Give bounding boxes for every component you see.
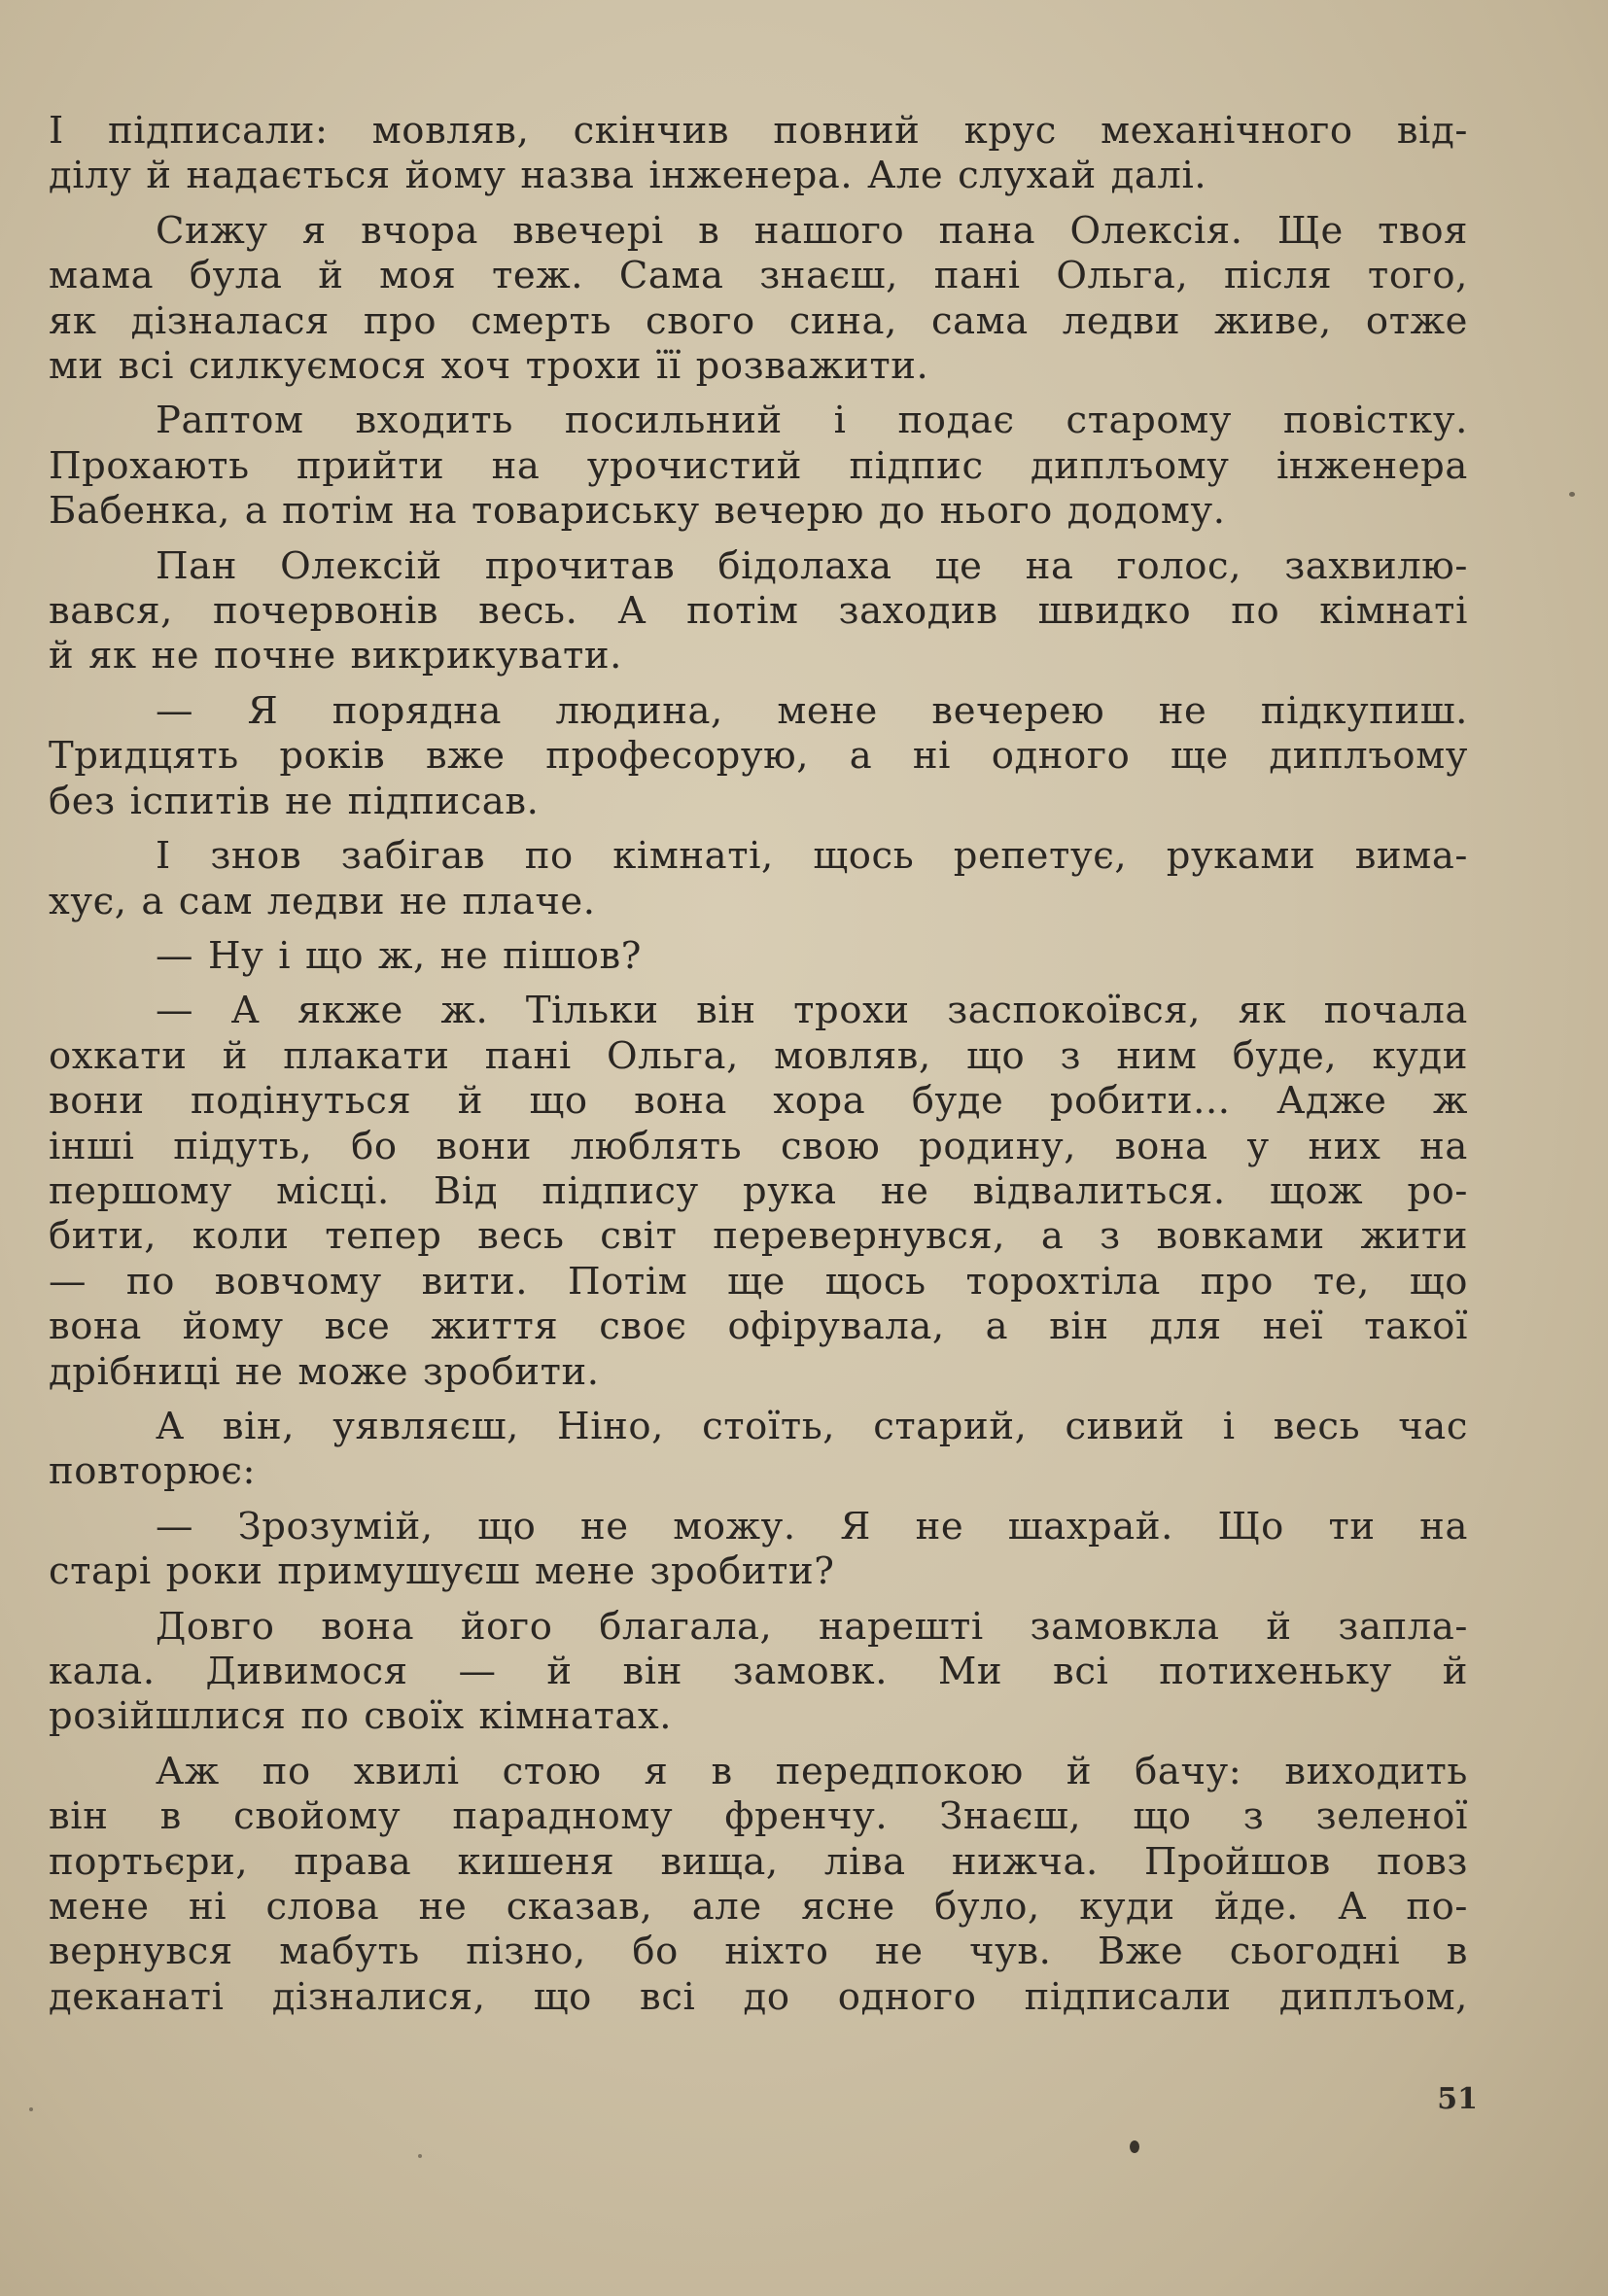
text-line: — по вовчому вити. Потім ще щось торохтіла про те, що — [49, 1259, 1468, 1304]
paragraph — [49, 934, 1468, 979]
text-line: — Ну і що ж, не пішов? — [156, 933, 643, 978]
text-line: Сижу я вчора ввечері в нашого пана Олексія. Ще твоя — [156, 208, 1468, 253]
text-line: вона йому все життя своє офірувала, а він для неї такої — [49, 1305, 1468, 1349]
text-line: інші підуть, бо вони люблять свою родину, вона у них на — [49, 1124, 1468, 1168]
text-line: — Я порядна людина, мене вечерею не підкупиш. — [156, 688, 1468, 733]
text-line: Аж по хвилі стою я в передпокою й бачу: виходить — [156, 1749, 1468, 1793]
text-line: розійшлися по своїх кімнатах. — [49, 1694, 673, 1739]
paragraph — [49, 1750, 1468, 2020]
ink-speck — [418, 2154, 422, 2158]
text-line: старі роки примушуєш мене зробити? — [49, 1549, 835, 1594]
text-line: й як не почне викрикувати. — [49, 634, 622, 678]
text-line: без іспитів не підписав. — [49, 779, 540, 823]
paragraph — [49, 834, 1468, 924]
text-line: Довго вона його благала, нарешті замовкла й запла- — [156, 1604, 1468, 1649]
ink-speck — [29, 2107, 33, 2111]
ink-speck — [1130, 2140, 1139, 2153]
text-line: деканаті дізналися, що всі до одного підписали диплъом, — [49, 1974, 1468, 2019]
paragraph — [49, 1605, 1468, 1740]
paragraph — [49, 989, 1468, 1395]
text-line: Раптом входить посильний і подає старому повістку. — [156, 399, 1468, 443]
text-line: повторює: — [49, 1449, 257, 1494]
text-line: І знов забігав по кімнаті, щось репетує, руками вима- — [156, 834, 1468, 879]
text-line: мене ні слова не сказав, але ясне було, куди йде. А по- — [49, 1885, 1468, 1930]
text-line: — Зрозумій, що не можу. Я не шахрай. Що ти на — [156, 1504, 1468, 1548]
text-line: — А якже ж. Тільки він трохи заспокоївся, як почала — [156, 989, 1468, 1033]
text-line: вернувся мабуть пізно, бо ніхто не чув. Вже сьогодні в — [49, 1930, 1468, 1974]
paragraph — [49, 209, 1468, 390]
text-line: бити, коли тепер весь світ перевернувся, а з вовками жити — [49, 1214, 1468, 1259]
text-line: ми всі силкуємося хоч трохи її розважити. — [49, 344, 929, 389]
text-line: ділу й надається йому назва інженера. Але слухай далі. — [49, 154, 1207, 198]
text-line: хує, а сам ледви не плаче. — [49, 879, 596, 923]
text-line: мама була й моя теж. Сама знаєш, пані Ольга, після того, — [49, 254, 1468, 298]
text-line: дрібниці не може зробити. — [49, 1349, 600, 1394]
text-line: портьєри, права кишеня вища, ліва нижча. Пройшов повз — [49, 1839, 1468, 1884]
text-line: охкати й плакати пані Ольга, мовляв, що з ним буде, куди — [49, 1033, 1468, 1078]
text-line: він в свойому парадному френчу. Знаєш, що з зеленої — [49, 1794, 1468, 1839]
paragraph — [49, 1505, 1468, 1595]
text-line: як дізналася про смерть свого сина, сама ледви живе, отже — [49, 298, 1468, 343]
text-line: вони подінуться й що вона хора буде робити... Адже ж — [49, 1079, 1468, 1124]
text-line: Прохають прийти на урочистий підпис диплъому інженера — [49, 443, 1468, 488]
text-line: Тридцять років вже професорую, а ні одного ще диплъому — [49, 734, 1468, 779]
text-line: кала. Дивимося — й він замовк. Ми всі потихеньку й — [49, 1650, 1468, 1693]
text-line: А він, уявляєш, Ніно, стоїть, старий, сивий і весь час — [156, 1404, 1468, 1448]
paragraph — [49, 1405, 1468, 1495]
text-line: І підписали: мовляв, скінчив повний крус механічного від- — [49, 109, 1468, 153]
text-line: вався, почервонів весь. А потім заходив швидко по кімнаті — [49, 589, 1468, 634]
text-line: першому місці. Від підпису рука не відвалиться. щож ро- — [49, 1168, 1468, 1213]
page-text — [49, 109, 1468, 2030]
paragraph — [49, 399, 1468, 534]
ink-speck — [1569, 492, 1575, 497]
paragraph — [49, 689, 1468, 824]
page-number: 51 — [1437, 2082, 1478, 2116]
text-line: Пан Олексій прочитав бідолаха це на голос, захвилю- — [156, 543, 1468, 588]
paragraph — [49, 109, 1468, 199]
text-line: Бабенка, а потім на товариську вечерю до нього додому. — [49, 489, 1226, 534]
paragraph — [49, 544, 1468, 679]
